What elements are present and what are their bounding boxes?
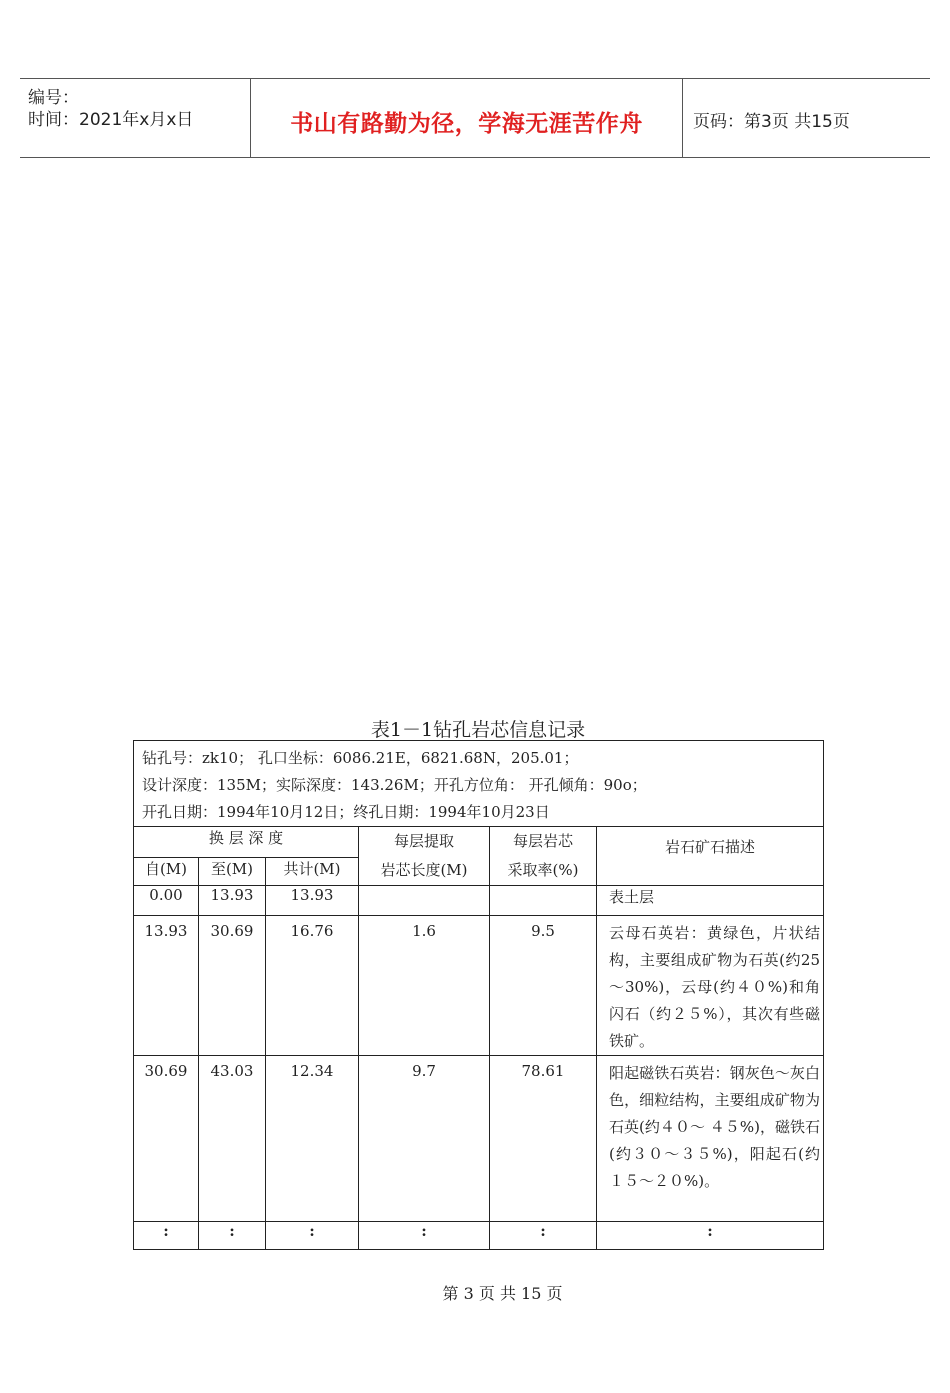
cell-description: 阳起磁铁石英岩：钢灰色～灰白色，细粒结构，主要组成矿物为石英(约４０～ ４５%)，磁铁石(约３０～３５%)，阳起石(约１５～２０%)。	[597, 1056, 824, 1222]
info-line-depth: 设计深度：135M；实际深度：143.26M；开孔方位角： 开孔倾角：90o；	[142, 776, 647, 794]
core-record-table	[133, 740, 824, 1250]
motto-text: 书山有路勤为径，学海无涯苦作舟	[290, 111, 643, 137]
cell-rate: 9.5	[490, 916, 597, 1056]
ellipsis-cell: :	[199, 1222, 266, 1250]
info-line-borehole: 钻孔号：zk10； 孔口坐标：6086.21E，6821.68N，205.01；	[142, 749, 579, 767]
cell-length: 1.6	[359, 916, 490, 1056]
cell-total: 16.76	[266, 916, 359, 1056]
table-row	[134, 1056, 824, 1222]
ellipsis-cell: :	[359, 1222, 490, 1250]
page-footer: 第 3 页 共 15 页	[442, 1284, 563, 1303]
recovery-header-line1: 每层岩芯	[512, 832, 573, 850]
table-row	[134, 916, 824, 1056]
header-row-1	[134, 827, 824, 858]
header-meta-cell	[20, 79, 251, 157]
page-number-label: 页码：第3页 共15页	[693, 112, 850, 132]
ellipsis-row	[134, 1222, 824, 1250]
total-header: 共计(M)	[266, 857, 359, 885]
header-page-cell	[683, 79, 930, 157]
core-length-header	[359, 827, 490, 886]
recovery-header-line2: 采取率(%)	[507, 861, 579, 879]
ellipsis-cell: :	[266, 1222, 359, 1250]
serial-number-label: 编号：	[28, 88, 79, 108]
cell-total: 13.93	[266, 886, 359, 916]
core-length-header-line2: 岩芯长度(M)	[380, 861, 468, 879]
from-header: 自(M)	[134, 857, 199, 885]
cell-to: 30.69	[199, 916, 266, 1056]
cell-from: 13.93	[134, 916, 199, 1056]
ellipsis-cell: :	[490, 1222, 597, 1250]
borehole-info-cell	[134, 741, 824, 827]
cell-rate: 78.61	[490, 1056, 597, 1222]
info-line-dates: 开孔日期：1994年10月12日；终孔日期：1994年10月23日	[142, 803, 550, 821]
table-title: 表1－1钻孔岩芯信息记录	[370, 719, 586, 741]
cell-total: 12.34	[266, 1056, 359, 1222]
cell-description: 表土层	[597, 886, 824, 916]
ellipsis-cell: :	[597, 1222, 824, 1250]
depth-group-header: 换 层 深 度	[134, 827, 359, 858]
cell-length	[359, 886, 490, 916]
document-header	[20, 78, 930, 158]
description-header: 岩石矿石描述	[597, 827, 824, 886]
ellipsis-cell: :	[134, 1222, 199, 1250]
core-length-header-line1: 每层提取	[393, 832, 454, 850]
cell-length: 9.7	[359, 1056, 490, 1222]
to-header: 至(M)	[199, 857, 266, 885]
cell-rate	[490, 886, 597, 916]
cell-from: 30.69	[134, 1056, 199, 1222]
header-motto-cell	[251, 79, 683, 157]
date-label: 时间：2021年x月x日	[28, 110, 194, 130]
cell-to: 43.03	[199, 1056, 266, 1222]
table-row	[134, 886, 824, 916]
info-row	[134, 741, 824, 827]
cell-from: 0.00	[134, 886, 199, 916]
cell-description: 云母石英岩：黄绿色，片状结构，主要组成矿物为石英(约25～30%)，云母(约４０%)和角闪石（约２５%），其次有些磁铁矿。	[597, 916, 824, 1056]
recovery-header	[490, 827, 597, 886]
cell-to: 13.93	[199, 886, 266, 916]
